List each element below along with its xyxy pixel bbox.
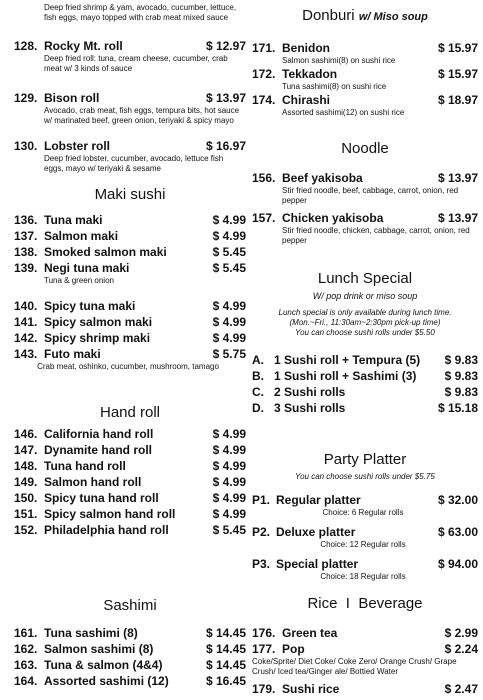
donburi-section bbox=[252, 7, 478, 118]
section-title: Party Platter bbox=[323, 451, 407, 468]
item-price: $ 9.83 bbox=[444, 369, 478, 383]
item-name: Benidon bbox=[282, 41, 330, 55]
party-platter-section bbox=[252, 451, 478, 582]
menu-item bbox=[14, 673, 246, 689]
special-rolls-list bbox=[14, 38, 246, 174]
item-price: $ 32.00 bbox=[437, 493, 478, 507]
item-name: Negi tuna maki bbox=[44, 261, 130, 275]
menu-item bbox=[14, 442, 246, 458]
menu-item bbox=[14, 138, 246, 174]
item-number: 130. bbox=[14, 139, 38, 153]
item-number: P3. bbox=[252, 557, 271, 571]
item-number: 162. bbox=[14, 642, 38, 656]
item-name: Spicy salmon hand roll bbox=[44, 507, 176, 521]
item-number: 146. bbox=[14, 427, 38, 441]
maki-section bbox=[14, 186, 246, 372]
item-price: $ 4.99 bbox=[212, 427, 246, 441]
item-number: 137. bbox=[14, 229, 38, 243]
item-number: 136. bbox=[14, 213, 38, 227]
menu-item bbox=[252, 40, 478, 56]
item-number: 142. bbox=[14, 331, 38, 345]
lunch-note: Lunch special is only available during lunch time. bbox=[278, 308, 452, 317]
item-name: Tekkadon bbox=[282, 67, 338, 81]
left-column bbox=[14, 0, 246, 700]
menu-item bbox=[252, 681, 478, 697]
menu-item bbox=[252, 66, 478, 82]
item-price: $ 2.47 bbox=[444, 682, 478, 696]
item-price: $ 4.99 bbox=[212, 475, 246, 489]
item-description: Crab meat, oshinko, cucumber, mushroom, tamago bbox=[37, 362, 219, 371]
item-name: Chicken yakisoba bbox=[282, 211, 384, 225]
menu-item bbox=[14, 426, 246, 442]
item-name: Dynamite hand roll bbox=[44, 443, 153, 457]
item-number: 141. bbox=[14, 315, 38, 329]
item-number: 150. bbox=[14, 491, 38, 505]
menu-item bbox=[14, 260, 246, 276]
item-name: Tuna sashimi (8) bbox=[44, 626, 138, 640]
item-description: Stir fried noodle, beef, cabbage, carrot, onion, red pepper bbox=[282, 186, 459, 205]
menu-item bbox=[252, 170, 478, 186]
item-price: $ 2.99 bbox=[444, 626, 478, 640]
menu-item bbox=[252, 556, 478, 572]
item-name: Salmon maki bbox=[44, 229, 119, 243]
menu-item bbox=[14, 346, 246, 362]
item-price: $ 4.99 bbox=[212, 213, 246, 227]
item-name: Sushi rice bbox=[282, 682, 340, 696]
menu-item bbox=[14, 490, 246, 506]
item-number: 147. bbox=[14, 443, 38, 457]
item-price: $ 18.97 bbox=[437, 93, 478, 107]
item-name: Salmon hand roll bbox=[44, 475, 142, 489]
item-number: 177. bbox=[252, 642, 276, 656]
item-number: 138. bbox=[14, 245, 38, 259]
item-number: 171. bbox=[252, 41, 276, 55]
rice-beverage-section bbox=[252, 595, 478, 697]
item-number: 161. bbox=[14, 626, 38, 640]
section-title: Maki sushi bbox=[94, 186, 166, 203]
item-price: $ 5.45 bbox=[212, 261, 246, 275]
item-name: Pop bbox=[282, 642, 305, 656]
item-name: Futo maki bbox=[44, 347, 101, 361]
item-description: Deep fried roll: tuna, cream cheese, cucumber, crab meat w/ 3 kinds of sauce bbox=[44, 54, 228, 73]
item-price: $ 14.45 bbox=[205, 642, 246, 656]
item-price: $ 63.00 bbox=[437, 525, 478, 539]
menu-item bbox=[14, 228, 246, 244]
item-name: Philadelphia hand roll bbox=[44, 523, 169, 537]
menu-item bbox=[14, 506, 246, 522]
item-name: Tuna maki bbox=[44, 213, 103, 227]
item-number: A. bbox=[252, 353, 264, 367]
menu-item bbox=[252, 625, 478, 641]
menu-item bbox=[14, 298, 246, 314]
item-price: $ 15.97 bbox=[437, 67, 478, 81]
item-name: Smoked salmon maki bbox=[44, 245, 167, 259]
item-price: $ 16.97 bbox=[205, 139, 246, 153]
item-number: C. bbox=[252, 385, 264, 399]
item-description: Deep fried lobster, cucumber, avocado, lettuce fish eggs, mayo w/ teriyaki & sesame bbox=[44, 154, 224, 173]
menu-item bbox=[14, 522, 246, 538]
item-number: 163. bbox=[14, 658, 38, 672]
party-note: You can choose sushi rolls under $5.75 bbox=[295, 472, 435, 481]
section-title: Noodle bbox=[341, 140, 389, 157]
section-title: Rice I Beverage bbox=[307, 595, 423, 612]
item-description: Choice: 18 Regular rolls bbox=[320, 572, 406, 581]
item-number: 179. bbox=[252, 682, 276, 696]
item-name: Rocky Mt. roll bbox=[44, 39, 123, 53]
sashimi-section bbox=[14, 597, 246, 689]
item-number: 139. bbox=[14, 261, 38, 275]
item-price: $ 5.45 bbox=[212, 523, 246, 537]
menu-item bbox=[14, 458, 246, 474]
item-name: 3 Sushi rolls bbox=[274, 401, 346, 415]
item-name: Regular platter bbox=[276, 493, 361, 507]
item-number: 172. bbox=[252, 67, 276, 81]
item-number: 157. bbox=[252, 211, 276, 225]
menu-item bbox=[252, 92, 478, 108]
item-name: 2 Sushi rolls bbox=[274, 385, 346, 399]
hand-roll-section bbox=[14, 404, 246, 538]
menu-item bbox=[252, 368, 478, 384]
item-name: Spicy salmon maki bbox=[44, 315, 153, 329]
item-description: Assorted sashimi(12) on sushi rice bbox=[282, 108, 405, 117]
item-number: 176. bbox=[252, 626, 276, 640]
section-title: Hand roll bbox=[99, 404, 161, 421]
item-price: $ 15.97 bbox=[437, 41, 478, 55]
item-number: 174. bbox=[252, 93, 276, 107]
item-price: $ 4.99 bbox=[212, 331, 246, 345]
lunch-hours: (Mon.~Fri., 11:30am~2:30pm pick-up time) bbox=[289, 318, 441, 327]
item-name: California hand roll bbox=[44, 427, 154, 441]
section-title-text: Donburi bbox=[302, 7, 355, 24]
item-price: $ 14.45 bbox=[205, 626, 246, 640]
item-description: Avocado, crab meat, fish eggs, tempura bits, hot sauce w/ marinated beef, green onion, teriyaki & spicy mayo bbox=[44, 106, 240, 125]
right-column bbox=[252, 0, 478, 700]
menu-item bbox=[252, 210, 478, 226]
item-number: B. bbox=[252, 369, 264, 383]
item-price: $ 5.45 bbox=[212, 245, 246, 259]
item-price: $ 4.99 bbox=[212, 443, 246, 457]
item-number: P2. bbox=[252, 525, 271, 539]
item-price: $ 15.18 bbox=[437, 401, 478, 415]
item-price: $ 4.99 bbox=[212, 507, 246, 521]
item-description: Choice: 12 Regular rolls bbox=[320, 540, 406, 549]
section-title: Lunch Special bbox=[317, 270, 413, 287]
item-number: 164. bbox=[14, 674, 38, 688]
lunch-roll-note: You can choose sushi rolls under $5.50 bbox=[295, 328, 435, 337]
item-price: $ 13.97 bbox=[437, 171, 478, 185]
item-number: 128. bbox=[14, 39, 38, 53]
item-price: $ 94.00 bbox=[437, 557, 478, 571]
menu-item bbox=[14, 330, 246, 346]
menu-item bbox=[14, 657, 246, 673]
menu-item bbox=[14, 244, 246, 260]
menu-item bbox=[252, 524, 478, 540]
item-number: 156. bbox=[252, 171, 276, 185]
item-name: Spicy tuna hand roll bbox=[44, 491, 159, 505]
item-description: Salmon sashimi(8) on sushi rice bbox=[282, 56, 396, 65]
item-price: $ 9.83 bbox=[444, 353, 478, 367]
menu-item bbox=[252, 492, 478, 508]
item-name: Bison roll bbox=[44, 91, 100, 105]
section-title: Sashimi bbox=[103, 597, 157, 614]
section-subtitle: w/ Miso soup bbox=[358, 11, 428, 23]
item-number: 140. bbox=[14, 299, 38, 313]
item-number: 151. bbox=[14, 507, 38, 521]
item-name: Spicy shrimp maki bbox=[44, 331, 151, 345]
item-number: 143. bbox=[14, 347, 38, 361]
item-description: Coke/Sprite/ Diet Coke/ Coke Zero/ Orange Crush/ Grape Crush/ Iced tea/Ginger ale/ Bottied Water bbox=[252, 657, 457, 676]
menu-item bbox=[252, 400, 478, 416]
item-description: Stir fried noodle, chicken, cabbage, carrot, onion, red pepper bbox=[282, 226, 470, 245]
item-price: $ 9.83 bbox=[444, 385, 478, 399]
item-name: Tuna & salmon (4&4) bbox=[44, 658, 163, 672]
noodle-section bbox=[252, 140, 478, 246]
item-number: D. bbox=[252, 401, 264, 415]
item-name: Green tea bbox=[282, 626, 338, 640]
item-number: 152. bbox=[14, 523, 38, 537]
item-price: $ 4.99 bbox=[212, 299, 246, 313]
item-name: Spicy tuna maki bbox=[44, 299, 136, 313]
item-price: $ 13.97 bbox=[205, 91, 246, 105]
item-price: $ 12.97 bbox=[205, 39, 246, 53]
item-price: $ 16.45 bbox=[205, 674, 246, 688]
item-name: Salmon sashimi (8) bbox=[44, 642, 154, 656]
menu-item bbox=[252, 384, 478, 400]
item-number: P1. bbox=[252, 493, 271, 507]
top-description bbox=[14, 3, 246, 23]
item-name: Tuna hand roll bbox=[44, 459, 126, 473]
item-number: 149. bbox=[14, 475, 38, 489]
menu-item bbox=[14, 90, 246, 138]
item-name: Beef yakisoba bbox=[282, 171, 363, 185]
item-price: $ 4.99 bbox=[212, 229, 246, 243]
item-price: $ 4.99 bbox=[212, 459, 246, 473]
item-price: $ 13.97 bbox=[437, 211, 478, 225]
section-title bbox=[252, 7, 478, 26]
item-name: Chirashi bbox=[282, 93, 331, 107]
section-subtitle: W/ pop drink or miso soup bbox=[312, 291, 418, 301]
item-name: Deluxe platter bbox=[276, 525, 356, 539]
menu-item bbox=[14, 625, 246, 641]
item-name: Lobster roll bbox=[44, 139, 111, 153]
item-description: Choice: 6 Regular rolls bbox=[322, 508, 404, 517]
menu-item bbox=[14, 641, 246, 657]
menu-item bbox=[14, 314, 246, 330]
menu-item bbox=[14, 212, 246, 228]
item-name: Special platter bbox=[276, 557, 359, 571]
item-name: 1 Sushi roll + Tempura (5) bbox=[274, 353, 421, 367]
item-name: 1 Sushi roll + Sashimi (3) bbox=[274, 369, 417, 383]
item-description: Tuna sashimi(8) on sushi rice bbox=[282, 82, 387, 91]
menu-item bbox=[252, 352, 478, 368]
item-name: Assorted sashimi (12) bbox=[44, 674, 169, 688]
item-description: Tuna & green onion bbox=[44, 276, 114, 285]
item-price: $ 14.45 bbox=[205, 658, 246, 672]
lunch-section bbox=[252, 270, 478, 416]
menu-item bbox=[14, 38, 246, 90]
item-number: 129. bbox=[14, 91, 38, 105]
menu-item bbox=[252, 641, 478, 657]
item-number: 148. bbox=[14, 459, 38, 473]
item-price: $ 4.99 bbox=[212, 491, 246, 505]
item-description: Deep fried shrimp & yam, avocado, cucumber, lettuce, fish eggs, mayo topped with crab meat mixed sauce bbox=[44, 3, 237, 22]
item-price: $ 5.75 bbox=[212, 347, 246, 361]
item-price: $ 2.24 bbox=[444, 642, 478, 656]
item-price: $ 4.99 bbox=[212, 315, 246, 329]
menu-item bbox=[14, 474, 246, 490]
